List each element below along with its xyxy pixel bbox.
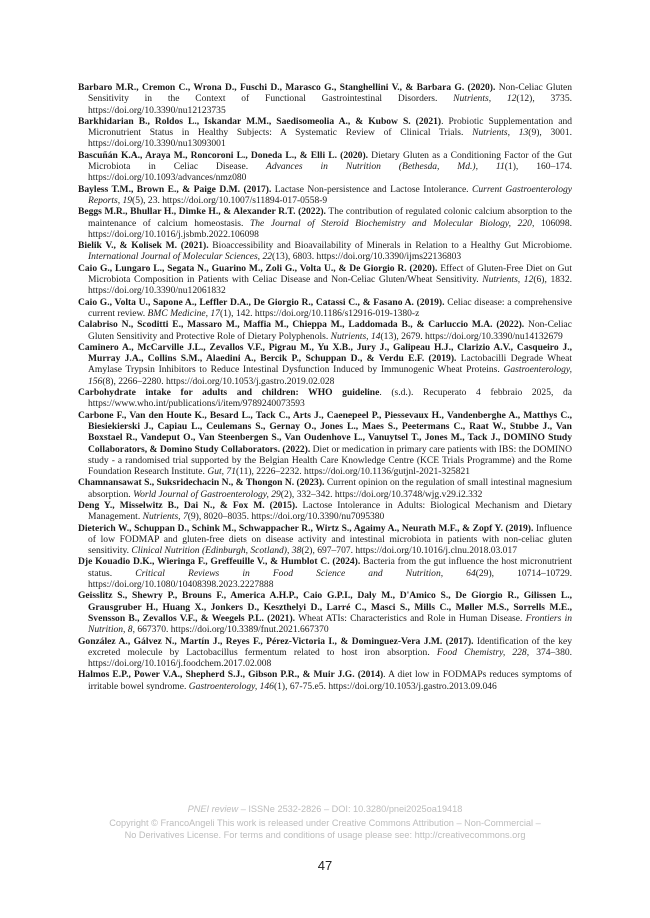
reference-entry [78,477,572,500]
reference-details: (9), 8020–8035. https://doi.org/10.3390/nu7095380 [187,511,385,523]
reference-authors: Bascuñán K.A., Araya M., Roncoroni L., Doneda L., & Elli L. (2020). [78,149,369,161]
reference-authors: Carbohydrate intake for adults and children: WHO guideline [78,387,380,399]
reference-journal: Frontiers in Nutrition, 8 [88,612,572,636]
reference-authors: Barbaro M.R., Cremon C., Wrona D., Fuschi D., Marasco G., Stanghellini V., & Barbara G. (2020). [78,82,496,93]
reference-title: Celiac disease: a comprehensive current review. [88,296,572,319]
reference-title: Lactose Intolerance in Adults: Biological Mechanism and Dietary Management. [88,499,572,523]
reference-journal: Critical Reviews in Food Science and Nutrition, 64 [135,567,476,579]
reference-title: . Probiotic Supplementation and Micronutrient Status in Healthy Subjects: A Systematic Review of Clinical Trials. [88,115,573,139]
reference-journal: Nutrients, 7 [142,511,188,523]
reference-entry [78,500,572,523]
reference-authors: Deng Y., Misselwitz B., Dai N., & Fox M. (2015). [78,499,298,511]
reference-journal: Clinical Nutrition (Edinburgh, Scotland), 38 [131,545,302,557]
reference-journal: Food Chemistry, 228 [436,646,527,658]
reference-title: . (s.d.). Recuperato 4 febbraio 2025, da https://www.who.int/publications/i/item/9789240073593 [88,387,572,410]
reference-title: Effect of Gluten-Free Diet on Gut Microbiota Composition in Patients with Celiac Disease and Non-Celiac Gluten/Wheat Sensitivity. [88,262,572,286]
reference-authors: Chamnansawat S., Suksridechacin N., & Thongon N. (2023). [78,477,325,489]
reference-entry [78,342,572,387]
reference-authors: Beggs M.R., Bhullar H., Dimke H., & Alexander R.T. (2022). [78,206,326,218]
reference-authors: Caminero A., McCarville J.L., Zevallos V.F., Pigrau M., Yu X.B., Jury J., Galipeau H.J., Clarizio A.V., Casqueiro J., Murray J.A., Collins S.M., Alaedini A., Bercik P., Schuppan D., & Verdu E.F. (2019). [78,341,572,365]
footer-journal-name: PNEI review [187,804,239,814]
reference-title: Non-Celiac Gluten Sensitivity and Protective Role of Dietary Polyphenols. [88,319,572,342]
reference-title: Bacteria from the gut influence the host micronutrient status. [88,556,573,579]
reference-entry [78,636,572,670]
page-number: 47 [317,858,333,873]
reference-details: (1), 67-75.e5. https://doi.org/10.1053/j.gastro.2013.09.046 [273,680,497,692]
reference-title: Identification of the key excreted molecule by Lactobacillus fermentum related to host iron absorption. [88,635,573,658]
reference-entry [78,556,572,590]
reference-details: (5), 23. https://doi.org/10.1007/s11894-017-0558-9 [132,194,328,206]
reference-title: Lactobacilli Degrade Wheat Amylase Trypsin Inhibitors to Reduce Intestinal Dysfunction Induced by Immunogenic Wheat Proteins. [88,353,572,376]
reference-details: (11), 2226–2232. https://doi.org/10.1136/gutjnl-2021-325821 [235,466,471,478]
reference-entry [78,319,572,342]
reference-details: (13), 6803. https://doi.org/10.3390/ijms22136803 [272,251,462,263]
footer-license: No Derivatives License. For terms and conditions of usage please see: http://creativecommons.org [124,830,526,840]
reference-journal: Nutrients, 13 [472,127,529,139]
footer-issn-doi: – ISSNe 2532-2826 – DOI: 10.3280/pnei2025oa19418 [238,804,463,814]
reference-details: , 374–380. https://doi.org/10.1016/j.foodchem.2017.02.008 [88,646,573,670]
reference-title: Wheat ATIs: Characteristics and Role in Human Disease. [295,612,526,624]
reference-details: (6), 1832. https://doi.org/10.3390/nu12061832 [88,274,572,297]
reference-entry [78,82,572,116]
reference-entry [78,590,572,635]
reference-details: , 106098. https://doi.org/10.1016/j.jsbmb.2022.106098 [88,217,572,240]
reference-details: (1), 160–174. https://doi.org/10.1093/advances/nmz080 [88,161,572,184]
reference-title: Lactase Non-persistence and Lactose Intolerance. [271,183,473,195]
reference-authors: Calabriso N., Scoditti E., Massaro M., Maffia M., Chieppa M., Laddomada B., & Carluccio M.A. (2022). [78,319,525,331]
reference-authors: Geisslitz S., Shewry P., Brouns F., America A.H.P., Caio G.P.I., Daly M., D'Amico S., De Giorgio R., Gilissen L., Grausgruber H., Huang X., Jonkers D., Keszthelyi D., Larré C., Masci S., Mills C., Møller M.S., Sorrells M.E., Svensson B., Zevallos V.F., & Weegels P.L. (2021). [78,590,572,624]
reference-journal: Advances in Nutrition (Bethesda, Md.), 11 [266,161,505,173]
reference-authors: González A., Gálvez N., Martín J., Reyes F., Pérez-Victoria I., & Dominguez-Vera J.M. (2017). [78,635,474,647]
reference-journal: BMC Medicine, 17 [147,307,220,319]
reference-journal: Gastroenterology, 156 [88,364,572,387]
reference-journal: Gastroenterology, 146 [188,680,274,692]
reference-details: (13), 2679. https://doi.org/10.3390/nu14132679 [380,330,563,342]
reference-details: (29), 10714–10729. https://doi.org/10.1080/10408398.2023.2227888 [88,567,572,591]
reference-title: Diet or medication in primary care patients with IBS: the DOMINO study - a randomised trial supported by the Belgian Health Care Knowledge Centre (KCE Trials Programme) and the Rome Foundation Research Institute. [88,443,573,478]
reference-journal: Current Gastroenterology Reports, 19 [88,183,572,206]
reference-entry [78,184,572,207]
footer-citation [0,803,650,815]
reference-authors: Dieterich W., Schuppan D., Schink M., Schwappacher R., Wirtz S., Agaimy A., Neurath M.F., & Zopf Y. (2019). [78,522,534,534]
reference-journal: The Journal of Steroid Biochemistry and Molecular Biology, 220 [249,217,532,229]
reference-journal: Nutrients, 14 [330,330,381,342]
footer-copyright: Copyright © FrancoAngeli This work is released under Creative Commons Attribution – Non-Commercial – [109,818,541,828]
reference-entry [78,387,572,410]
reference-title: Dietary Gluten as a Conditioning Factor of the Gut Microbiota in Celiac Disease. [88,149,572,173]
reference-details: (2), 697–707. https://doi.org/10.1016/j.clnu.2018.03.017 [301,545,517,557]
reference-list [78,82,572,692]
reference-journal: International Journal of Molecular Sciences, 22 [88,251,273,263]
reference-authors: Caio G., Lungaro L., Segata N., Guarino M., Zoli G., Volta U., & De Giorgio R. (2020). [78,262,438,274]
reference-details: (9), 3001. https://doi.org/10.3390/nu13093001 [88,127,572,150]
reference-details: (8), 2266–2280. https://doi.org/10.1053/j.gastro.2019.02.028 [102,375,335,387]
reference-details: (1), 142. https://doi.org/10.1186/s12916-019-1380-z [219,307,420,319]
reference-entry [78,410,572,478]
reference-authors: Barkhidarian B., Roldos L., Iskandar M.M., Saedisomeolia A., & Kubow S. (2021) [78,115,442,127]
reference-details: (12), 3735. https://doi.org/10.3390/nu12123735 [88,93,572,116]
reference-authors: Bayless T.M., Brown E., & Paige D.M. (2017). [78,183,272,195]
reference-title: Non-Celiac Gluten Sensitivity in the Context of Functional Gastrointestinal Disorders. [88,82,573,105]
reference-title: . A diet low in FODMAPs reduces symptoms of irritable bowel syndrome. [88,669,572,692]
reference-details: (2), 332–342. https://doi.org/10.3748/wjg.v29.i2.332 [280,488,483,500]
reference-entry [78,669,572,692]
reference-journal: Gut, 71 [207,466,236,478]
reference-authors: Dje Kouadio D.K., Wieringa F., Greffeuille V., & Humblot C. (2024). [78,556,361,568]
reference-journal: World Journal of Gastroenterology, 29 [133,488,281,500]
reference-entry [78,263,572,297]
reference-authors: Bielik V., & Kolisek M. (2021). [78,240,209,252]
reference-journal: Nutrients, 12 [482,274,534,286]
reference-entry [78,116,572,150]
reference-authors: Halmos E.P., Power V.A., Shepherd S.J., Gibson P.R., & Muir J.G. (2014) [78,669,384,681]
reference-title: The contribution of regulated colonic calcium absorption to the maintenance of calcium homeostasis. [88,206,572,229]
reference-details: , 667370. https://doi.org/10.3389/fnut.2021.667370 [132,624,329,636]
reference-journal: Nutrients, 12 [453,93,517,105]
reference-title: Influence of low FODMAP and gluten-free diets on disease activity and intestinal microbiota in patients with non-celiac gluten sensitivity. [88,522,572,557]
reference-entry [78,206,572,240]
reference-authors: Caio G., Volta U., Sapone A., Leffler D.A., De Giorgio R., Catassi C., & Fasano A. (2019). [78,296,445,308]
reference-authors: Carbone F., Van den Houte K., Besard L., Tack C., Arts J., Caenepeel P., Piessevaux H., Vandenberghe A., Matthys C., Biesiekierski J., Capiau L., Ceulemans S., Gernay O., Jones L., Maes S., Peetermans C., Raat W., Stubbe J., Van Boxstael R., Vandeput O., Van Steenbergen S., Van Oudenhove L., Vanuytsel T., Jones M., Tack J., DOMINO Study Collaborators, & Domino Study Collaborators. (2022). [78,409,572,455]
reference-entry [78,297,572,320]
reference-title: Bioaccessibility and Bioavailability of Minerals in Relation to a Healthy Gut Microbiome. [208,240,572,252]
reference-entry [78,240,572,263]
reference-title: Current opinion on the regulation of small intestinal magnesium absorption. [88,477,572,500]
reference-entry [78,523,572,557]
reference-entry [78,150,572,184]
